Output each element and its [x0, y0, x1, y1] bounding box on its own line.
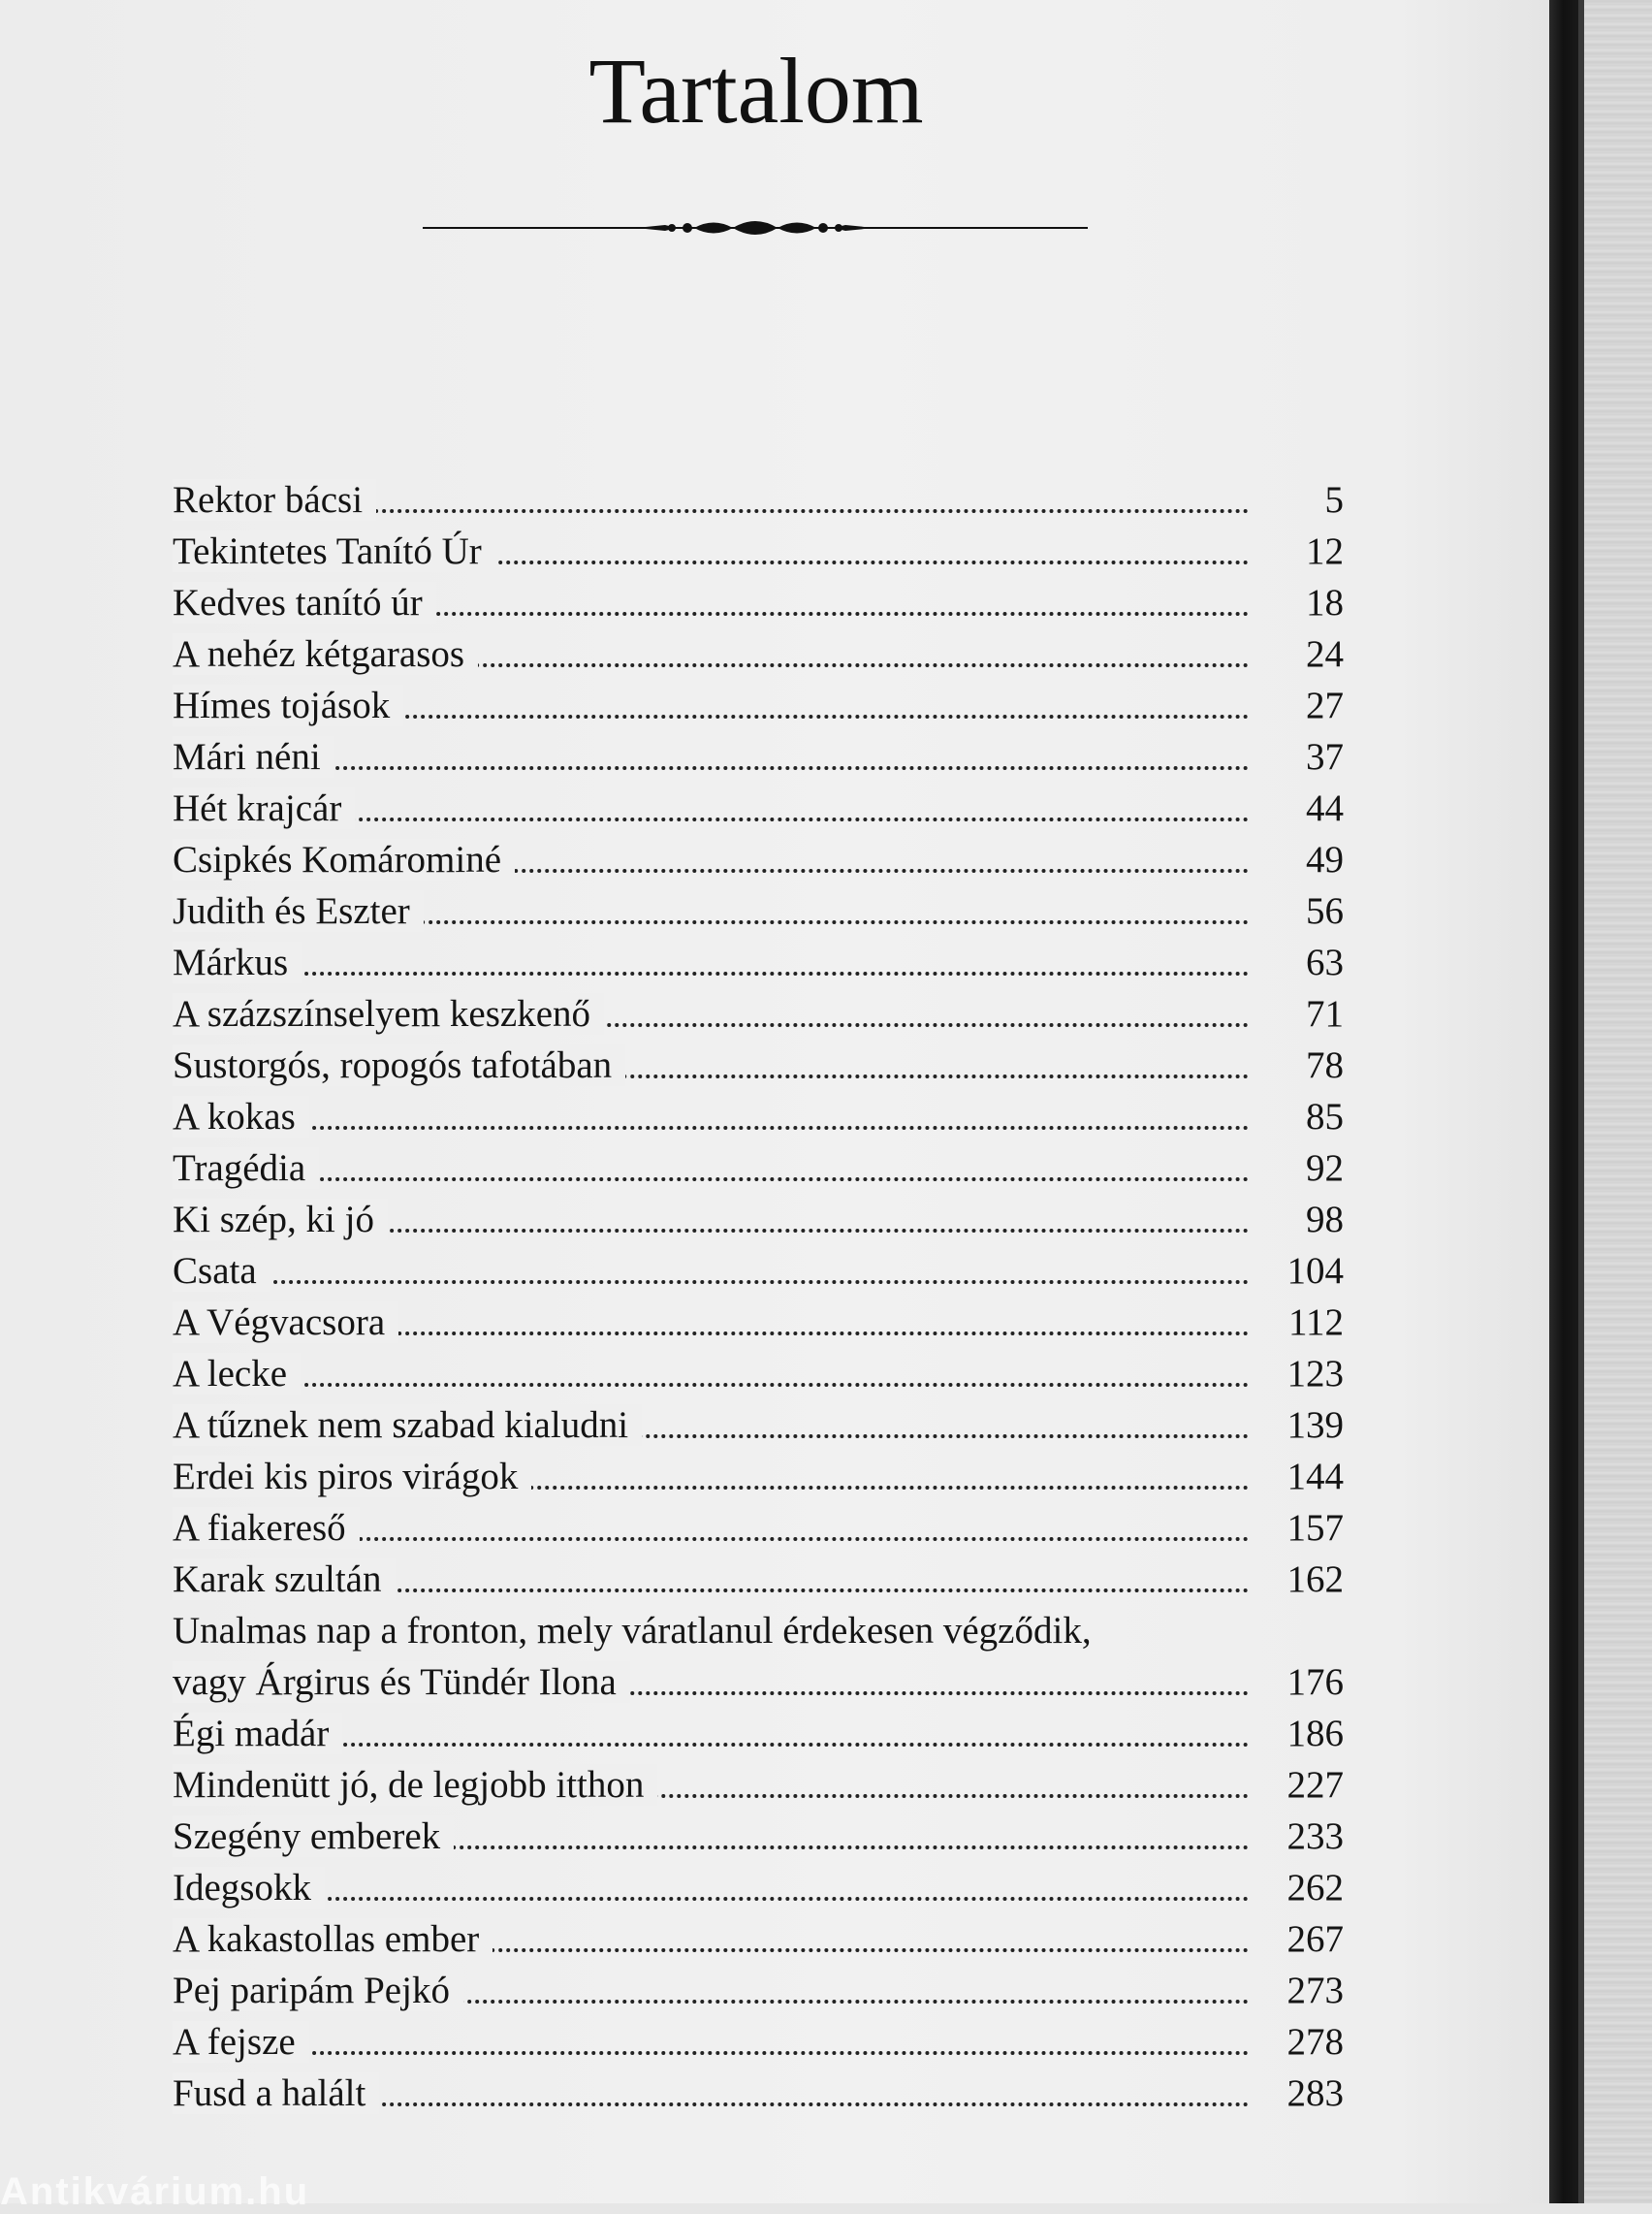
toc-entry-title-row	[173, 680, 1249, 731]
toc-entry-title: Csipkés Komárominé	[173, 839, 515, 881]
toc-entry-title: Mindenütt jó, de legjobb itthon	[173, 1764, 657, 1806]
toc-entry	[173, 731, 1344, 783]
toc-entry-title-row	[173, 885, 1249, 937]
toc-entry-title: A fejsze	[173, 2021, 309, 2063]
watermark: Antikvárium.hu	[0, 2170, 310, 2213]
toc-entry-title-row	[173, 1245, 1249, 1297]
page-title: Tartalom	[588, 39, 924, 143]
toc-entry	[173, 1091, 1344, 1142]
toc-entry-page-number: 85	[1306, 1096, 1344, 1138]
toc-entry-page-number: 139	[1287, 1404, 1344, 1446]
toc-entry-title: Tekintetes Tanító Úr	[173, 530, 495, 572]
toc-entry-page-number: 5	[1324, 479, 1344, 521]
toc-entry	[173, 1502, 1344, 1554]
toc-entry	[173, 1451, 1344, 1502]
toc-entry	[173, 1554, 1344, 1605]
toc-entry	[173, 1862, 1344, 1913]
toc-entry-page-number: 44	[1306, 787, 1344, 829]
table-of-contents	[173, 474, 1344, 2119]
toc-entry	[173, 1399, 1344, 1451]
toc-entry-title-row	[173, 1399, 1249, 1451]
toc-entry-title: Rektor bácsi	[173, 479, 376, 521]
toc-entry	[173, 628, 1344, 680]
toc-entry	[173, 1708, 1344, 1759]
toc-entry-title-row	[173, 2068, 1249, 2119]
toc-entry-page-number: 273	[1287, 1970, 1344, 2011]
toc-entry-title-row	[173, 1502, 1249, 1554]
toc-entry-title: A százszínselyem keszkenő	[173, 993, 604, 1035]
toc-entry	[173, 1245, 1344, 1297]
toc-entry-title-row	[173, 1759, 1249, 1811]
toc-entry-page-number: 24	[1306, 633, 1344, 675]
ornament-divider-icon	[423, 215, 1088, 241]
toc-entry-title: A tűznek nem szabad kialudni	[173, 1404, 642, 1446]
toc-entry-title-row	[173, 526, 1249, 577]
toc-entry	[173, 1965, 1344, 2016]
toc-entry	[173, 834, 1344, 885]
toc-entry-title-line1: Unalmas nap a fronton, mely váratlanul érdekesen végződik,	[173, 1610, 1092, 1652]
toc-entry-page-number: 92	[1306, 1147, 1344, 1189]
toc-entry-page-number: 283	[1287, 2072, 1344, 2114]
toc-entry-title: Tragédia	[173, 1147, 319, 1189]
toc-entry-title-row	[173, 1554, 1249, 1605]
toc-entry-title: Csata	[173, 1250, 270, 1292]
toc-entry	[173, 1142, 1344, 1194]
toc-entry-page-number: 123	[1287, 1353, 1344, 1395]
toc-entry-title: Sustorgós, ropogós tafotában	[173, 1044, 625, 1086]
toc-entry-page-number: 49	[1306, 839, 1344, 881]
toc-entry	[173, 988, 1344, 1040]
toc-entry-title-row	[173, 1965, 1249, 2016]
toc-entry-title: A Végvacsora	[173, 1301, 398, 1343]
toc-entry	[173, 885, 1344, 937]
toc-entry-page-number: 227	[1287, 1764, 1344, 1806]
toc-entry-title-row	[173, 628, 1249, 680]
toc-entry-title-row	[173, 1348, 1249, 1399]
toc-entry	[173, 1605, 1344, 1708]
book-cover-edge	[1549, 0, 1584, 2203]
toc-entry-page-number: 278	[1287, 2021, 1344, 2063]
toc-entry-page-number: 56	[1306, 890, 1344, 932]
toc-entry-page-number: 18	[1306, 582, 1344, 624]
toc-entry-title-row	[173, 1451, 1249, 1502]
toc-entry-title-row	[173, 1142, 1249, 1194]
background-surface	[1584, 0, 1652, 2203]
toc-entry-title: Pej paripám Pejkó	[173, 1970, 463, 2011]
toc-entry-page-number: 63	[1306, 942, 1344, 983]
toc-entry	[173, 1297, 1344, 1348]
toc-entry-title-row	[173, 988, 1249, 1040]
toc-entry-title: Ki szép, ki jó	[173, 1199, 388, 1240]
toc-entry-page-number: 27	[1306, 685, 1344, 726]
toc-entry	[173, 1811, 1344, 1862]
toc-entry	[173, 577, 1344, 628]
toc-entry-page-number: 12	[1306, 530, 1344, 572]
toc-entry-title-row	[173, 1913, 1249, 1965]
toc-entry-title-row	[173, 1091, 1249, 1142]
toc-entry-title: Fusd a halált	[173, 2072, 379, 2114]
toc-entry-page-number: 267	[1287, 1918, 1344, 1960]
toc-entry-title-row	[173, 1040, 1249, 1091]
toc-entry-title: Mári néni	[173, 736, 334, 778]
toc-entry-title-row	[173, 731, 1249, 783]
toc-entry	[173, 1348, 1344, 1399]
toc-entry-page-number: 157	[1287, 1507, 1344, 1549]
toc-entry-title-row	[173, 783, 1249, 834]
toc-entry	[173, 1759, 1344, 1811]
toc-entry	[173, 2068, 1344, 2119]
toc-entry-title: Hímes tojások	[173, 685, 403, 726]
toc-entry	[173, 474, 1344, 526]
toc-entry-page-number: 262	[1287, 1867, 1344, 1909]
toc-entry	[173, 680, 1344, 731]
toc-entry	[173, 937, 1344, 988]
toc-entry-title: Szegény emberek	[173, 1815, 454, 1857]
toc-entry-title-row	[173, 1862, 1249, 1913]
toc-entry-page-number: 144	[1287, 1456, 1344, 1497]
toc-entry-title: Márkus	[173, 942, 302, 983]
toc-entry-title: Judith és Eszter	[173, 890, 424, 932]
toc-entry-page-number: 233	[1287, 1815, 1344, 1857]
toc-entry-page-number: 37	[1306, 736, 1344, 778]
toc-entry	[173, 1194, 1344, 1245]
toc-entry-title: A kakastollas ember	[173, 1918, 492, 1960]
toc-entry-title: A lecke	[173, 1353, 301, 1395]
toc-entry-title: A fiakereső	[173, 1507, 360, 1549]
toc-entry-page-number: 176	[1287, 1661, 1344, 1703]
toc-entry-title-row	[173, 577, 1249, 628]
toc-entry-page-number: 162	[1287, 1558, 1344, 1600]
toc-entry	[173, 526, 1344, 577]
toc-entry-title-row	[173, 1194, 1249, 1245]
toc-entry	[173, 1913, 1344, 1965]
toc-entry-page-number: 71	[1306, 993, 1344, 1035]
toc-entry-title-row	[173, 474, 1249, 526]
toc-entry	[173, 2016, 1344, 2068]
toc-entry-title-row	[173, 1708, 1249, 1759]
toc-entry-title-row	[173, 834, 1249, 885]
toc-entry-title: A kokas	[173, 1096, 309, 1138]
toc-entry	[173, 783, 1344, 834]
toc-entry-title: A nehéz kétgarasos	[173, 633, 478, 675]
toc-entry-title: vagy Árgirus és Tündér Ilona	[173, 1661, 630, 1703]
toc-entry-page-number: 104	[1287, 1250, 1344, 1292]
toc-entry-title: Égi madár	[173, 1713, 342, 1754]
toc-entry-title: Kedves tanító úr	[173, 582, 436, 624]
toc-entry-page-number: 112	[1287, 1301, 1344, 1343]
toc-entry-title: Idegsokk	[173, 1867, 325, 1909]
toc-entry-page-number: 186	[1287, 1713, 1344, 1754]
toc-entry-title-row	[173, 937, 1249, 988]
toc-entry-page-number: 78	[1306, 1044, 1344, 1086]
toc-entry-title: Karak szultán	[173, 1558, 396, 1600]
toc-entry	[173, 1040, 1344, 1091]
toc-entry-title: Hét krajcár	[173, 787, 355, 829]
toc-entry-page-number: 98	[1306, 1199, 1344, 1240]
toc-entry-title-row	[173, 2016, 1249, 2068]
toc-entry-title: Erdei kis piros virágok	[173, 1456, 531, 1497]
toc-entry-title-row	[173, 1656, 1249, 1708]
toc-entry-title-row	[173, 1811, 1249, 1862]
toc-entry-title-row	[173, 1297, 1249, 1348]
